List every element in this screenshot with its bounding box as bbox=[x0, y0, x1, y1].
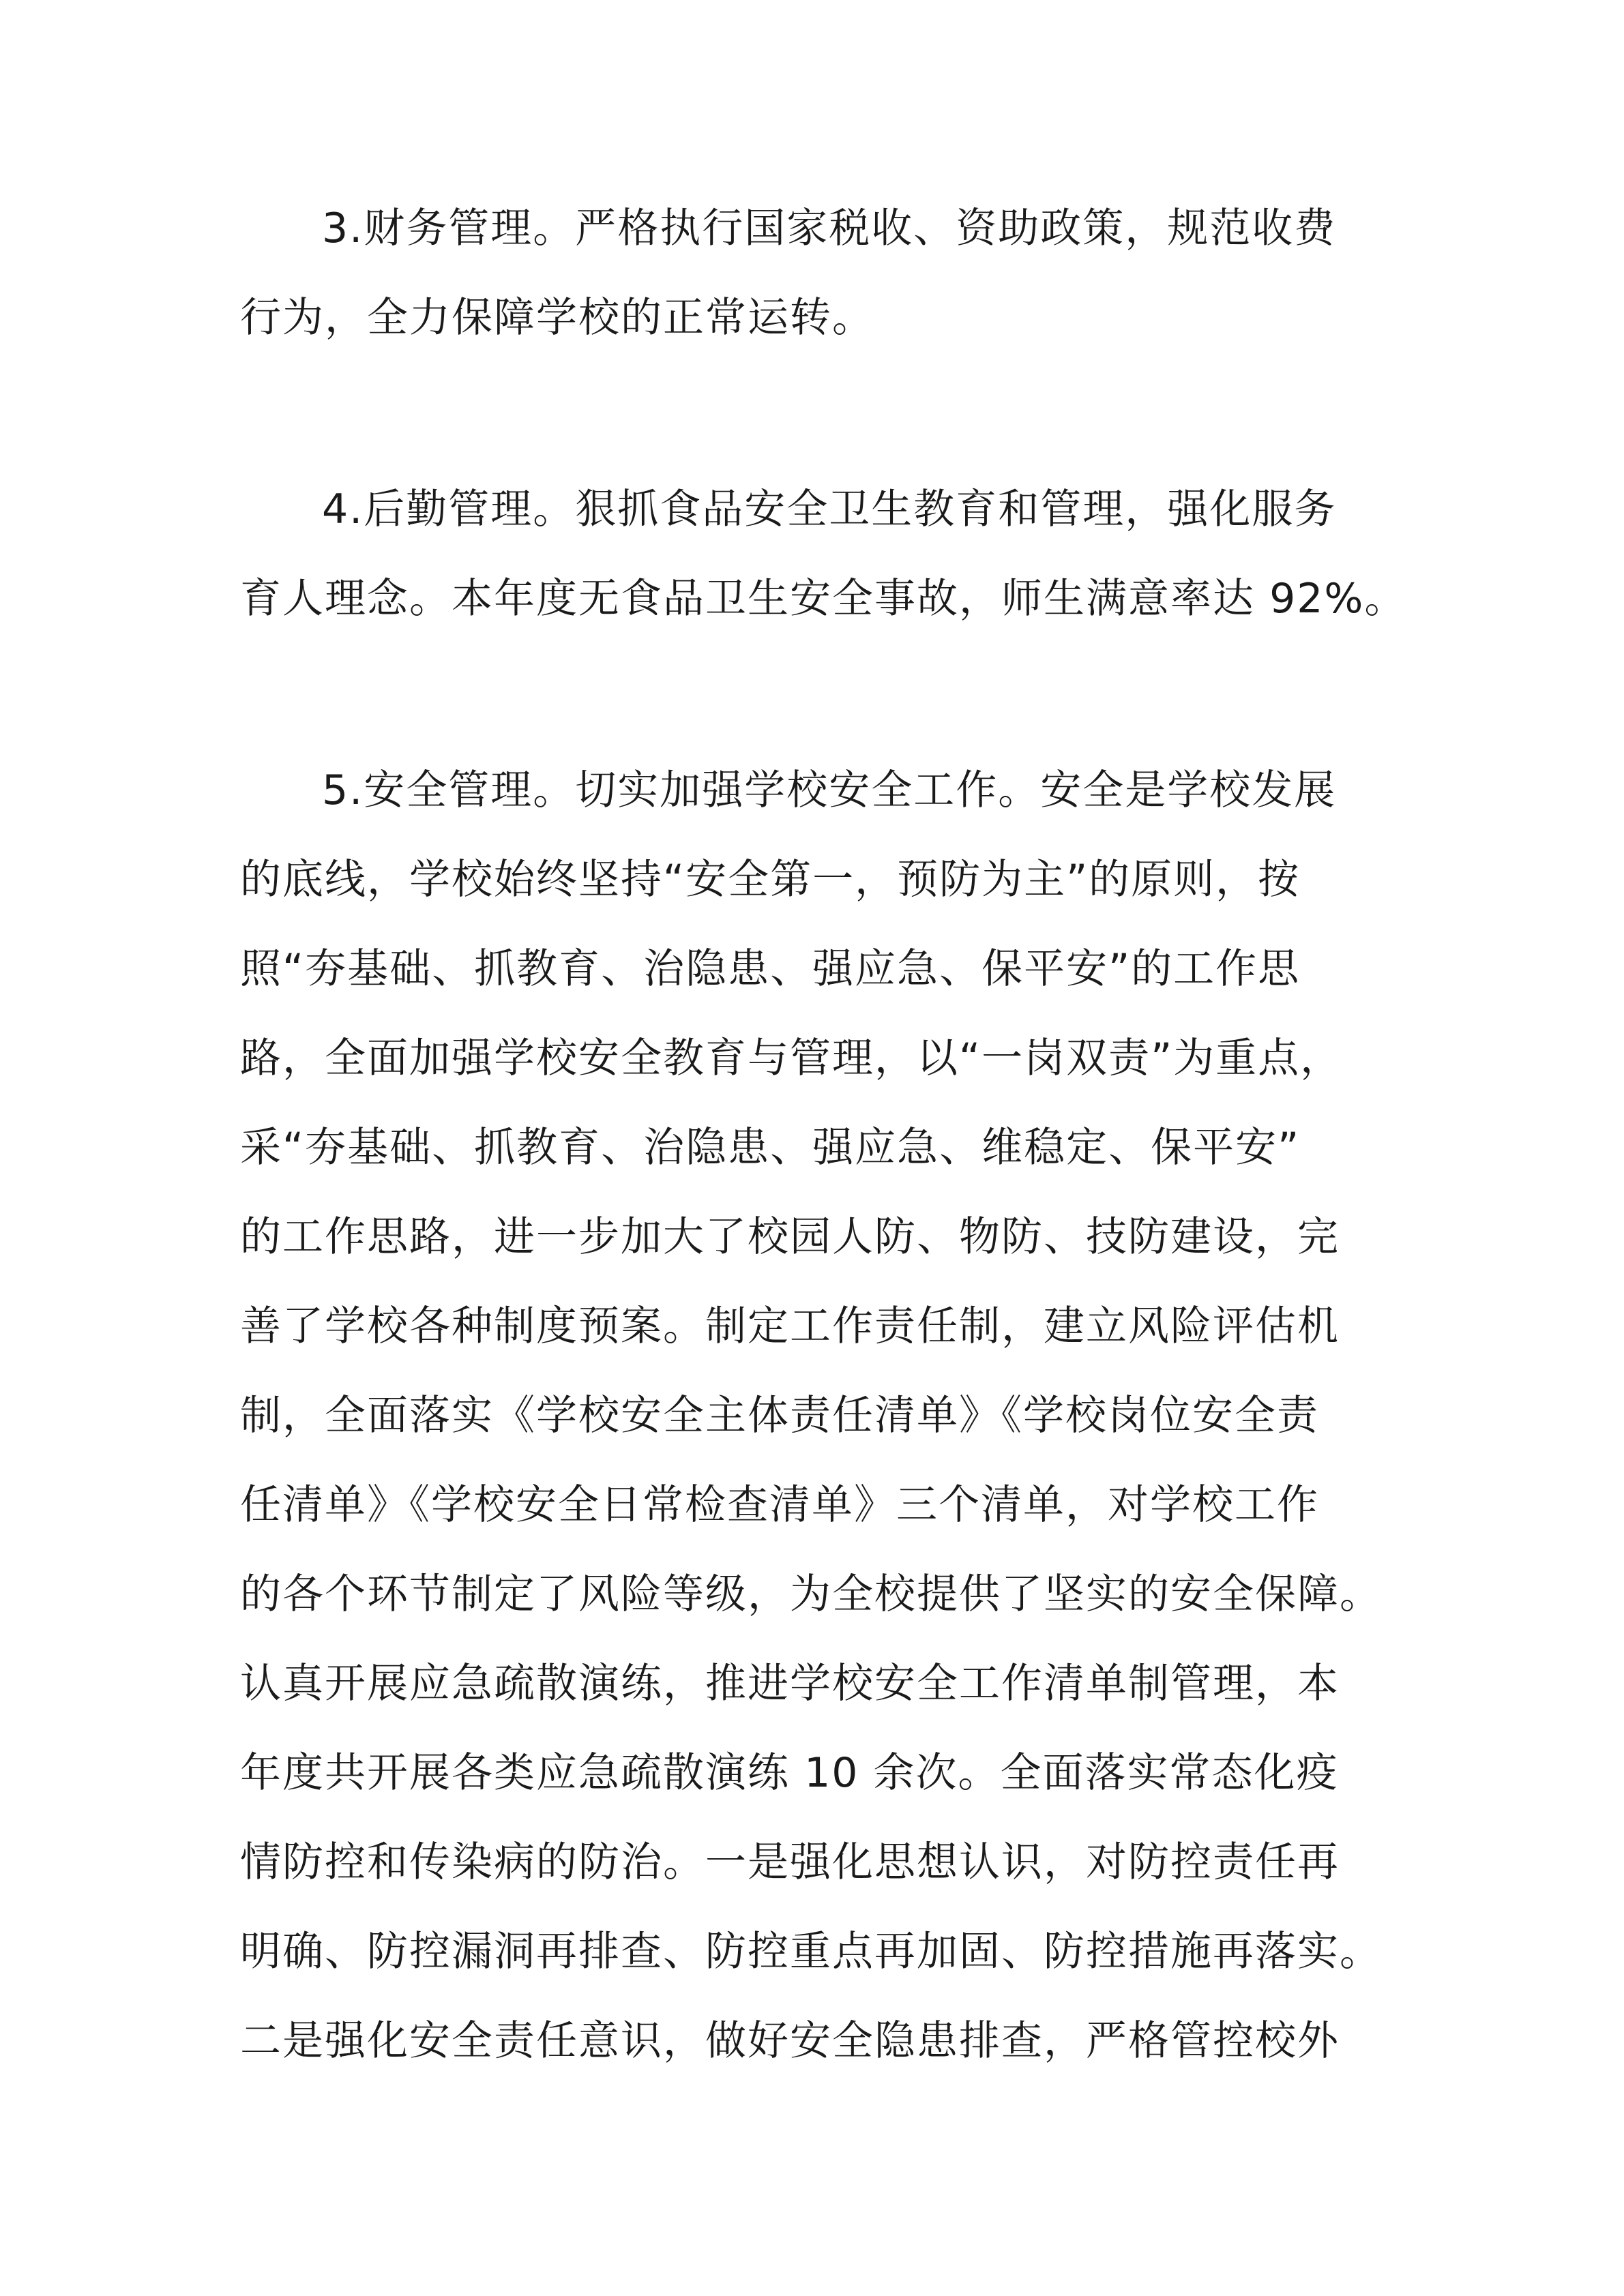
paragraph-safety bbox=[240, 746, 1400, 2086]
text-line: 二是强化安全责任意识，做好安全隐患排查，严格管控校外 bbox=[240, 2017, 1340, 2065]
text-line: 明确、防控漏洞再排查、防控重点再加固、防控措施再落实。 bbox=[240, 1928, 1382, 1976]
text-line: 的各个环节制定了风险等级，为全校提供了坚实的安全保障。 bbox=[240, 1570, 1382, 1618]
text-line: 5.安全管理。切实加强学校安全工作。安全是学校发展 bbox=[322, 766, 1337, 814]
text-line: 4.后勤管理。狠抓食品安全卫生教育和管理，强化服务 bbox=[322, 486, 1337, 533]
text-line: 路，全面加强学校安全教育与管理，以“一岗双责”为重点， bbox=[240, 1034, 1343, 1082]
text-line: 制，全面落实《学校安全主体责任清单》《学校岗位安全责 bbox=[240, 1392, 1319, 1440]
text-line: 的底线，学校始终坚持“安全第一，预防为主”的原则，按 bbox=[240, 856, 1301, 904]
document-body bbox=[240, 184, 1407, 2086]
text-line: 3.财务管理。严格执行国家税收、资助政策，规范收费 bbox=[322, 205, 1337, 252]
text-line: 的工作思路，进一步加大了校园人防、物防、技防建设，完 bbox=[240, 1213, 1340, 1261]
text-line: 认真开展应急疏散演练，推进学校安全工作清单制管理，本 bbox=[240, 1660, 1340, 1708]
paragraph-logistics bbox=[240, 465, 1407, 644]
text-line: 照“夯基础、抓教育、治隐患、强应急、保平安”的工作思 bbox=[240, 945, 1301, 993]
text-line: 情防控和传染病的防治。一是强化思想认识，对防控责任再 bbox=[240, 1838, 1340, 1886]
text-line: 善了学校各种制度预案。制定工作责任制，建立风险评估机 bbox=[240, 1302, 1340, 1350]
text-line: 任清单》《学校安全日常检查清单》三个清单，对学校工作 bbox=[240, 1481, 1319, 1529]
text-line: 育人理念。本年度无食品卫生安全事故，师生满意率达 92%。 bbox=[240, 575, 1407, 623]
paragraph-finance bbox=[240, 184, 1400, 363]
text-line: 采“夯基础、抓教育、治隐患、强应急、维稳定、保平安” bbox=[240, 1124, 1301, 1172]
text-line: 行为，全力保障学校的正常运转。 bbox=[240, 294, 874, 342]
text-line: 年度共开展各类应急疏散演练 10 余次。全面落实常态化疫 bbox=[240, 1749, 1339, 1797]
